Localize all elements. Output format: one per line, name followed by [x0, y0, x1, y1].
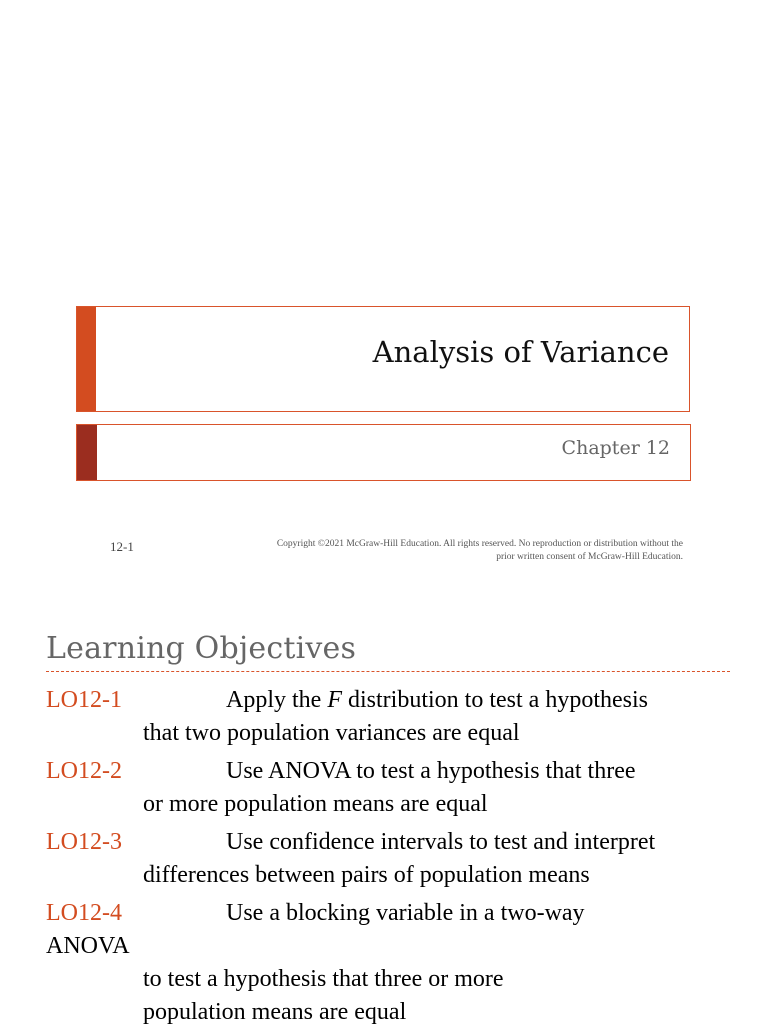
slide-subtitle: Chapter 12 — [561, 437, 670, 459]
objective-text-line2: that two population variances are equal — [143, 720, 520, 746]
objectives-list — [0, 684, 768, 1029]
objectives-heading: Learning Objectives — [46, 631, 357, 666]
objective-text-line2: or more population means are equal — [143, 791, 488, 817]
subtitle-box — [76, 424, 691, 481]
slide-number: 12-1 — [110, 539, 134, 554]
copyright-notice — [200, 538, 683, 564]
subtitle-accent-bar — [77, 425, 97, 480]
objectives-slide — [0, 600, 768, 1024]
slide-title: Analysis of Variance — [372, 335, 669, 369]
title-accent-bar — [77, 307, 96, 411]
objective-text-line3: to test a hypothesis that three or more — [143, 966, 504, 992]
copyright-line-2: prior written consent of McGraw-Hill Education. — [496, 552, 683, 562]
heading-divider — [46, 671, 730, 672]
objective-lo12-3 — [0, 826, 768, 892]
objective-text-line1: Use a blocking variable in a two-way — [226, 900, 585, 926]
copyright-line-1: Copyright ©2021 McGraw-Hill Education. All rights reserved. No reproduction or distribution without the — [276, 539, 683, 549]
objective-code: LO12-1 — [46, 687, 122, 713]
objective-text-line1: Use ANOVA to test a hypothesis that three — [226, 758, 636, 784]
title-box — [76, 306, 690, 412]
objective-code: LO12-3 — [46, 829, 122, 855]
objective-text-line1: Apply the F distribution to test a hypothesis — [226, 687, 648, 713]
objective-lo12-1 — [0, 684, 768, 750]
objective-text-line2: differences between pairs of population means — [143, 862, 590, 888]
objective-lo12-2 — [0, 755, 768, 821]
objective-code: LO12-4 — [46, 900, 122, 926]
objective-text-line1: Use confidence intervals to test and interpret — [226, 829, 656, 855]
objective-lo12-4 — [0, 897, 768, 1029]
objective-code: LO12-2 — [46, 758, 122, 784]
objective-text-line2: ANOVA — [46, 933, 130, 959]
objective-text-line4: population means are equal — [143, 999, 407, 1025]
